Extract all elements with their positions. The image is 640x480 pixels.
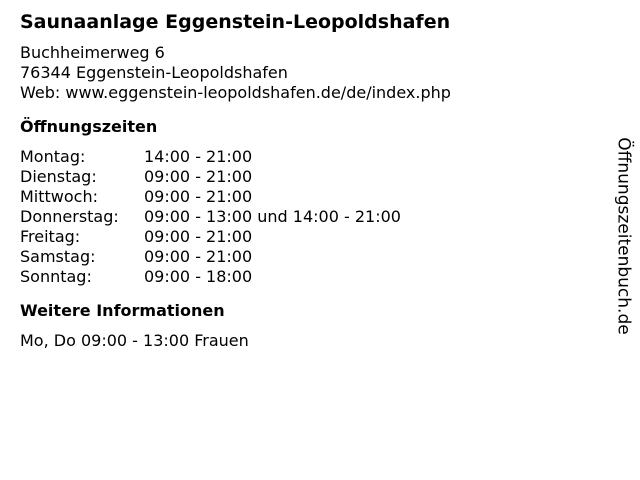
website-link[interactable]: Web: www.eggenstein-leopoldshafen.de/de/index.php — [20, 83, 451, 102]
hours-row-wednesday — [20, 187, 600, 207]
hours-row-tuesday — [20, 167, 600, 187]
opening-hours-list — [20, 147, 600, 287]
day-label: Sonntag: — [20, 267, 92, 286]
time-value: 09:00 - 21:00 — [144, 187, 253, 206]
day-label: Montag: — [20, 147, 86, 166]
hours-row-thursday — [20, 207, 600, 227]
address-block — [20, 43, 600, 103]
page-title: Saunaanlage Eggenstein-Leopoldshafen — [20, 11, 451, 33]
brand-watermark — [611, 135, 637, 337]
time-value: 09:00 - 18:00 — [144, 267, 253, 286]
day-label: Donnerstag: — [20, 207, 119, 226]
time-value: 09:00 - 13:00 und 14:00 - 21:00 — [144, 207, 401, 226]
hours-row-saturday — [20, 247, 600, 267]
time-value: 14:00 - 21:00 — [144, 147, 253, 166]
day-label: Samstag: — [20, 247, 96, 266]
city-address: 76344 Eggenstein-Leopoldshafen — [20, 63, 288, 82]
further-info-heading: Weitere Informationen — [20, 301, 225, 320]
day-label: Mittwoch: — [20, 187, 98, 206]
day-label: Dienstag: — [20, 167, 97, 186]
opening-hours-heading: Öffnungszeiten — [20, 117, 158, 136]
time-value: 09:00 - 21:00 — [144, 247, 253, 266]
hours-row-monday — [20, 147, 600, 167]
further-info-text: Mo, Do 09:00 - 13:00 Frauen — [20, 331, 249, 350]
content — [20, 10, 600, 351]
day-label: Freitag: — [20, 227, 81, 246]
hours-row-sunday — [20, 267, 600, 287]
street-address: Buchheimerweg 6 — [20, 43, 165, 62]
time-value: 09:00 - 21:00 — [144, 227, 253, 246]
time-value: 09:00 - 21:00 — [144, 167, 253, 186]
brand-text: Öffnungszeitenbuch.de — [614, 137, 635, 335]
hours-row-friday — [20, 227, 600, 247]
